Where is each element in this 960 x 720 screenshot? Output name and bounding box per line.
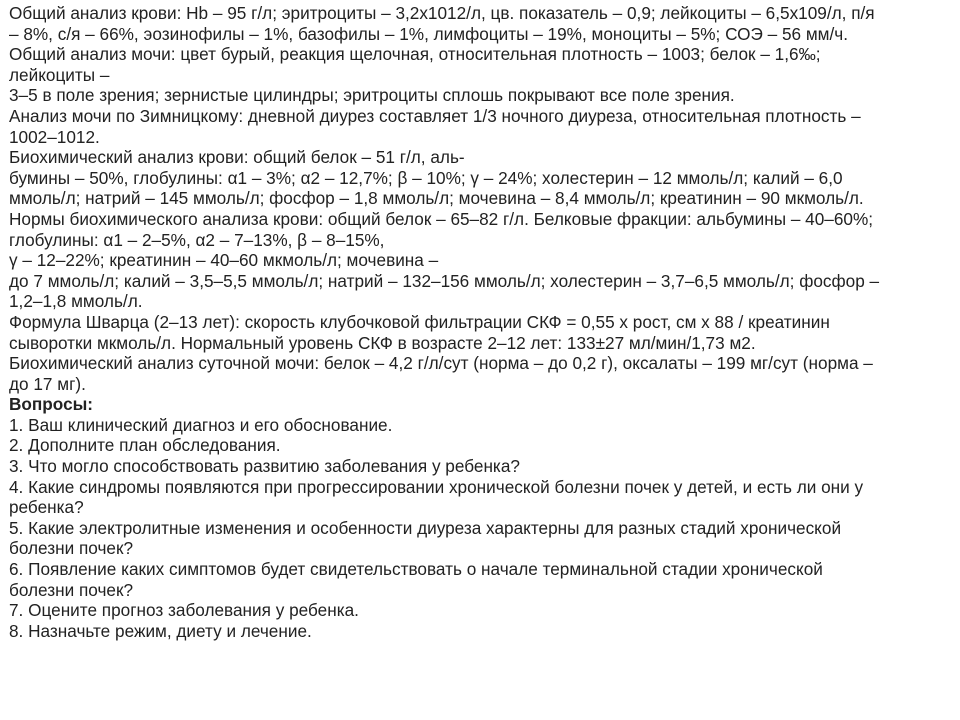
questions-heading: Вопросы:: [9, 394, 94, 415]
text-line: 1,2–1,8 ммоль/л.: [9, 291, 143, 312]
question-item: 8. Назначьте режим, диету и лечение.: [9, 620, 312, 641]
text-line: сыворотки мкмоль/л. Нормальный уровень СКФ в возрасте 2–12 лет: 133±27 мл/мин/1,73 м2.: [9, 332, 756, 353]
text-line: глобулины: α1 – 2–5%, α2 – 7–13%, β – 8–15%,: [9, 229, 385, 250]
text-line: Формула Шварца (2–13 лет): скорость клубочковой фильтрации СКФ = 0,55 х рост, см х 88 / креатинин: [9, 311, 830, 332]
question-item: 4. Какие синдромы появляются при прогрессировании хронической болезни почек у детей, и есть ли они у: [9, 476, 864, 497]
question-item: 6. Появление каких симптомов будет свидетельствовать о начале терминальной стадии хронической: [9, 559, 823, 580]
text-line: Анализ мочи по Зимницкому: дневной диурез составляет 1/3 ночного диуреза, относительная плотность –: [9, 105, 861, 126]
question-item: болезни почек?: [9, 579, 134, 600]
question-item: 2. Дополните план обследования.: [9, 435, 281, 456]
text-line: Биохимический анализ крови: общий белок – 51 г/л, аль-: [9, 147, 465, 168]
question-item: 3. Что могло способствовать развитию заболевания у ребенка?: [9, 456, 520, 477]
text-line: 3–5 в поле зрения; зернистые цилиндры; эритроциты сплошь покрывают все поле зрения.: [9, 85, 735, 106]
text-line: – 8%, с/я – 66%, эозинофилы – 1%, базофилы – 1%, лимфоциты – 19%, моноциты – 5%; СОЭ – 56 мм/ч.: [9, 23, 849, 44]
text-line: до 7 ммоль/л; калий – 3,5–5,5 ммоль/л; натрий – 132–156 ммоль/л; холестерин – 3,7–6,5 ммоль/л; фосфор –: [9, 270, 880, 291]
question-item: ребенка?: [9, 497, 84, 518]
text-line: Общий анализ крови: Hb – 95 г/л; эритроциты – 3,2х1012/л, цв. показатель – 0,9; лейкоциты – 6,5х109/л, п/я: [9, 3, 875, 23]
question-item: болезни почек?: [9, 538, 134, 559]
document-text: [9, 3, 954, 641]
text-line: γ – 12–22%; креатинин – 40–60 мкмоль/л; мочевина –: [9, 250, 439, 271]
text-line: лейкоциты –: [9, 64, 110, 85]
text-line: Нормы биохимического анализа крови: общий белок – 65–82 г/л. Белковые фракции: альбумины – 40–60%;: [9, 208, 874, 229]
text-line: до 17 мг).: [9, 373, 86, 394]
text-line: Общий анализ мочи: цвет бурый, реакция щелочная, относительная плотность – 1003; белок – 1,6‰;: [9, 44, 821, 65]
question-item: 7. Оцените прогноз заболевания у ребенка.: [9, 600, 359, 621]
question-item: 5. Какие электролитные изменения и особенности диуреза характерны для разных стадий хронической: [9, 517, 842, 538]
text-line: бумины – 50%, глобулины: α1 – 3%; α2 – 12,7%; β – 10%; γ – 24%; холестерин – 12 ммоль/л; калий – 6,0: [9, 167, 843, 188]
question-item: 1. Ваш клинический диагноз и его обоснование.: [9, 414, 393, 435]
text-line: Биохимический анализ суточной мочи: белок – 4,2 г/л/сут (норма – до 0,2 г), оксалаты – 199 мг/сут (норма –: [9, 353, 873, 374]
text-line: ммоль/л; натрий – 145 ммоль/л; фосфор – 1,8 ммоль/л; мочевина – 8,4 ммоль/л; креатинин – 90 мкмоль/л.: [9, 188, 864, 209]
text-line: 1002–1012.: [9, 126, 100, 147]
